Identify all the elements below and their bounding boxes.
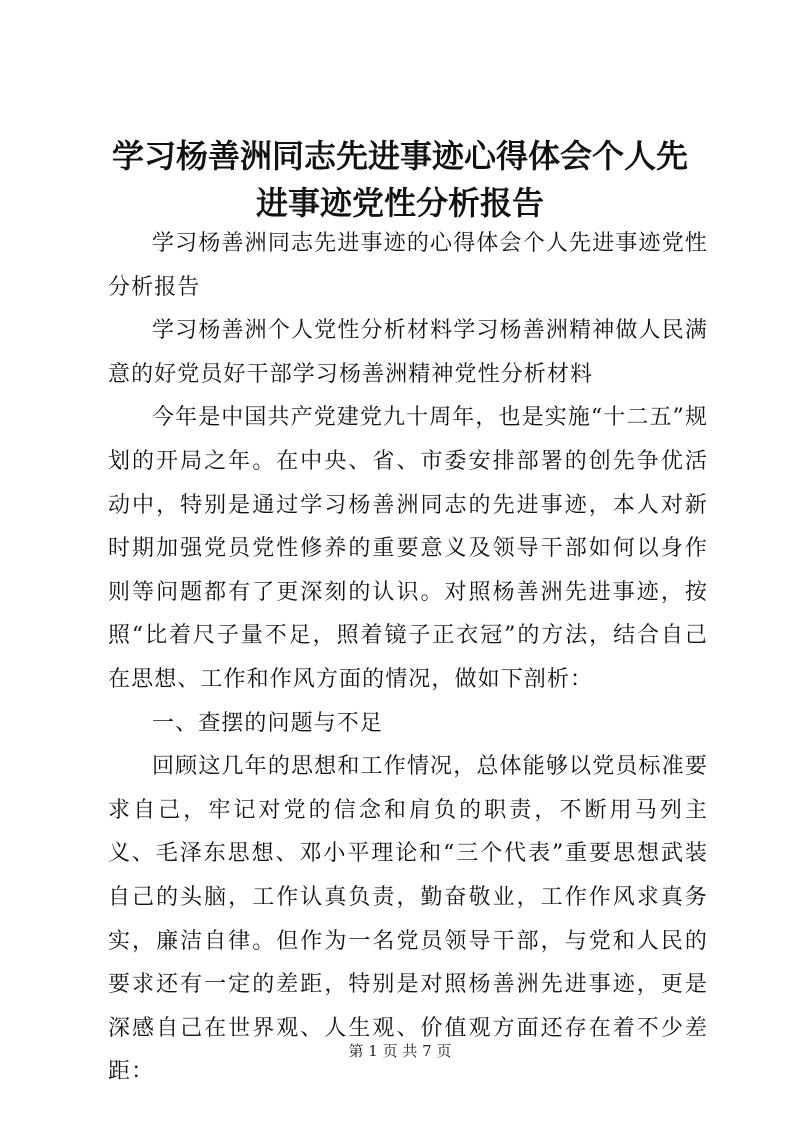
section-heading: 一、查摆的问题与不足 xyxy=(152,710,384,736)
paragraph-3: 今年是中国共产党建党九十周年，也是实施“十二五”规划的开局之年。在中央、省、市委安排部署的创先争优活动中，特别是通过学习杨善洲同志的先进事迹，本人对新时期加强党员党性修养的重要意义及领导干部如何以身作则等问题都有了更深刻的认识。对照杨善洲先进事迹，按照“比着尺子量不足，照着镜子正衣冠”的方法，结合自己在思想、工作和作风方面的情况，做如下剖析： xyxy=(108,405,708,692)
paragraph-1: 学习杨善洲同志先进事迹的心得体会个人先进事迹党性分析报告 xyxy=(108,231,708,300)
document-body xyxy=(108,222,708,1094)
page-number-footer: 第 1 页 共 7 页 xyxy=(348,1042,452,1060)
paragraph-2: 学习杨善洲个人党性分析材料学习杨善洲精神做人民满意的好党员好干部学习杨善洲精神党性分析材料 xyxy=(108,318,708,387)
document-title: 学习杨善洲同志先进事迹心得体会个人先进事迹党性分析报告 xyxy=(111,137,688,222)
paragraph-5: 回顾这几年的思想和工作情况，总体能够以党员标准要求自己，牢记对党的信念和肩负的职责，不断用马列主义、毛泽东思想、邓小平理论和“三个代表”重要思想武装自己的头脑，工作认真负责，勤奋敬业，工作作风求真务实，廉洁自律。但作为一名党员领导干部，与党和人民的要求还有一定的差距，特别是对照杨善洲先进事迹，更是深感自己在世界观、人生观、价值观方面还存在着不少差距： xyxy=(108,754,708,1085)
